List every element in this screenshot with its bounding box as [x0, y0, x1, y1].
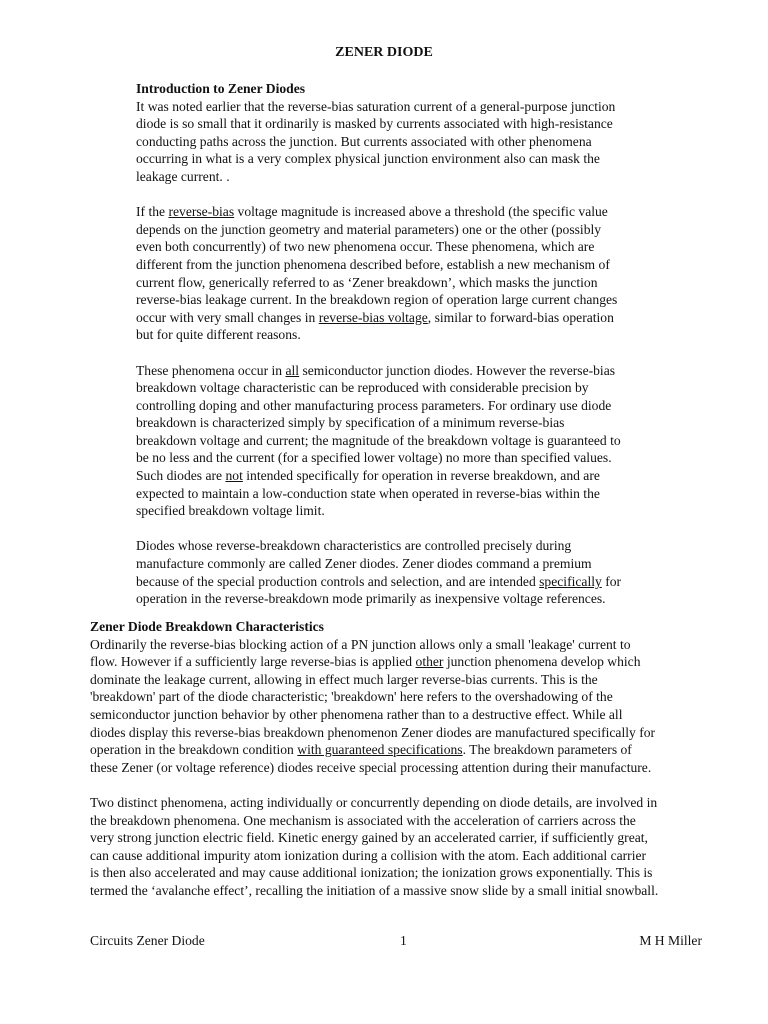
- text-line: [136, 291, 676, 309]
- text-line: [90, 706, 730, 724]
- text-run: even both concurrently) of two new phenomena occur. These phenomena, which are: [136, 239, 595, 255]
- text-run: intended specifically for operation in reverse breakdown, and are: [242, 468, 600, 484]
- text-line: [136, 555, 676, 573]
- text-run: Such diodes are: [136, 468, 226, 484]
- text-line: [136, 537, 676, 555]
- text-run: can cause additional impurity atom ionization during a collision with the atom. Each additional carrier: [90, 847, 647, 863]
- text-run: It was noted earlier that the reverse-bias saturation current of a general-purpose junction: [136, 98, 616, 114]
- text-run: Two distinct phenomena, acting individually or concurrently depending on diode details, are involved in: [90, 794, 658, 810]
- underlined-text: with guaranteed specifications: [297, 742, 463, 758]
- text-line: [136, 203, 676, 221]
- text-line: [136, 326, 676, 344]
- text-run: Ordinarily the reverse-bias blocking action of a PN junction allows only a small 'leakage' current to: [90, 636, 631, 652]
- text-run: different from the junction phenomena described before, establish a new mechanism of: [136, 256, 610, 272]
- text-run: occurring in what is a very complex physical junction environment also can mask the: [136, 151, 600, 167]
- paragraph: [90, 636, 730, 777]
- paragraph: [90, 794, 730, 900]
- text-line: [136, 485, 676, 503]
- text-run: voltage magnitude is increased above a threshold (the specific value: [234, 204, 608, 220]
- underlined-text: reverse-bias: [168, 204, 235, 220]
- document-title: ZENER DIODE: [335, 45, 433, 60]
- text-line: [136, 362, 676, 380]
- paragraph: [136, 203, 676, 344]
- text-run: is then also accelerated and may cause additional ionization; the ionization grows exponentially. This is: [90, 865, 653, 881]
- text-run: depends on the junction geometry and material parameters) one or the other (possibly: [136, 221, 602, 237]
- text-run: specified breakdown voltage limit.: [136, 503, 325, 519]
- text-run: controlling doping and other manufacturing process parameters. For ordinary use diode: [136, 397, 612, 413]
- text-line: [136, 397, 676, 415]
- text-run: these Zener (or voltage reference) diodes receive special processing attention during their manufacture.: [90, 759, 652, 775]
- paragraph: [136, 537, 676, 607]
- text-line: [136, 432, 676, 450]
- text-run: leakage current. .: [136, 168, 230, 184]
- footer-page-number: 1: [400, 933, 407, 948]
- footer-author: M H Miller: [639, 933, 702, 948]
- text-line: [136, 590, 676, 608]
- text-line: [136, 467, 676, 485]
- text-run: termed the ‘avalanche effect’, recalling the initiation of a massive snow slide by a small initial snowball.: [90, 882, 659, 898]
- text-line: [136, 449, 676, 467]
- underlined-text: all: [285, 362, 300, 378]
- section-breakdown-characteristics: [90, 618, 730, 917]
- text-line: [136, 98, 676, 116]
- text-line: [136, 274, 676, 292]
- text-line: [90, 759, 730, 777]
- text-run: operation in the breakdown condition: [90, 742, 298, 758]
- text-run: occur with very small changes in: [136, 309, 319, 325]
- text-run: . The breakdown parameters of: [462, 742, 632, 758]
- text-run: These phenomena occur in: [136, 362, 286, 378]
- text-run: Diodes whose reverse-breakdown characteristics are controlled precisely during: [136, 538, 572, 554]
- text-run: expected to maintain a low-conduction state when operated in reverse-bias within the: [136, 485, 600, 501]
- underlined-text: reverse-bias voltage: [318, 309, 428, 325]
- text-line: [90, 812, 730, 830]
- text-run: current flow, generically referred to as ‘Zener breakdown’, which masks the junction: [136, 274, 598, 290]
- text-line: [90, 688, 730, 706]
- text-run: reverse-bias leakage current. In the breakdown region of operation large current changes: [136, 292, 618, 308]
- text-line: [136, 238, 676, 256]
- text-run: be no less and the current (for a specified lower voltage) no more than specified values.: [136, 450, 612, 466]
- text-run: If the: [136, 204, 169, 220]
- text-line: [136, 502, 676, 520]
- text-line: [136, 150, 676, 168]
- section-breakdown-body: [90, 636, 730, 900]
- paragraph: [136, 362, 676, 520]
- text-line: [136, 256, 676, 274]
- text-run: diode is so small that it ordinarily is masked by currents associated with high-resistance: [136, 116, 613, 132]
- text-run: conducting paths across the junction. But currents associated with other phenomena: [136, 133, 592, 149]
- text-line: [136, 115, 676, 133]
- text-run: junction phenomena develop which: [443, 654, 641, 670]
- text-line: [90, 741, 730, 759]
- section-heading-introduction: Introduction to Zener Diodes: [136, 81, 306, 96]
- text-line: [90, 847, 730, 865]
- text-line: [136, 309, 676, 327]
- text-line: [136, 168, 676, 186]
- text-line: [136, 221, 676, 239]
- text-line: [136, 133, 676, 151]
- text-run: manufacture commonly are called Zener diodes. Zener diodes command a premium: [136, 556, 592, 572]
- text-line: [90, 724, 730, 742]
- text-line: [90, 864, 730, 882]
- text-run: breakdown voltage and current; the magnitude of the breakdown voltage is guaranteed to: [136, 432, 621, 448]
- text-run: flow. However if a sufficiently large reverse-bias is applied: [90, 654, 416, 670]
- text-run: operation in the reverse-breakdown mode primarily as inexpensive voltage references.: [136, 591, 606, 607]
- text-line: [90, 636, 730, 654]
- text-line: [136, 573, 676, 591]
- page-footer: [90, 932, 702, 950]
- text-run: very strong junction electric field. Kinetic energy gained by an accelerated carrier, if sufficiently great,: [90, 830, 648, 846]
- section-heading-breakdown: Zener Diode Breakdown Characteristics: [90, 619, 324, 634]
- text-run: semiconductor junction diodes. However the reverse-bias: [299, 362, 616, 378]
- text-line: [90, 829, 730, 847]
- section-introduction-body: [136, 98, 676, 608]
- text-line: [90, 882, 730, 900]
- underlined-text: specifically: [539, 573, 602, 589]
- paragraph: [136, 98, 676, 186]
- text-run: semiconductor junction behavior by other phenomena rather than to a destructive effect. While all: [90, 706, 623, 722]
- text-run: but for quite different reasons.: [136, 327, 301, 343]
- text-run: diodes display this reverse-bias breakdown phenomenon Zener diodes are manufactured specifically for: [90, 724, 656, 740]
- footer-document-name: Circuits Zener Diode: [90, 933, 205, 948]
- text-run: breakdown voltage characteristic can be reproduced with considerable precision by: [136, 380, 589, 396]
- text-run: because of the special production controls and selection, and are intended: [136, 573, 540, 589]
- text-run: dominate the leakage current, allowing in effect much larger reverse-bias currents. This is the: [90, 671, 598, 687]
- underlined-text: not: [225, 468, 243, 484]
- text-run: breakdown is characterized simply by specification of a minimum reverse-bias: [136, 415, 565, 431]
- text-run: the breakdown phenomena. One mechanism is associated with the acceleration of carriers across the: [90, 812, 636, 828]
- text-run: , similar to forward-bias operation: [427, 309, 614, 325]
- text-line: [136, 414, 676, 432]
- text-run: 'breakdown' part of the diode characteristic; 'breakdown' here refers to the overshadowing of the: [90, 689, 613, 705]
- section-introduction: [136, 80, 676, 625]
- text-run: for: [601, 573, 622, 589]
- text-line: [90, 653, 730, 671]
- underlined-text: other: [415, 654, 444, 670]
- text-line: [136, 379, 676, 397]
- text-line: [90, 794, 730, 812]
- text-line: [90, 671, 730, 689]
